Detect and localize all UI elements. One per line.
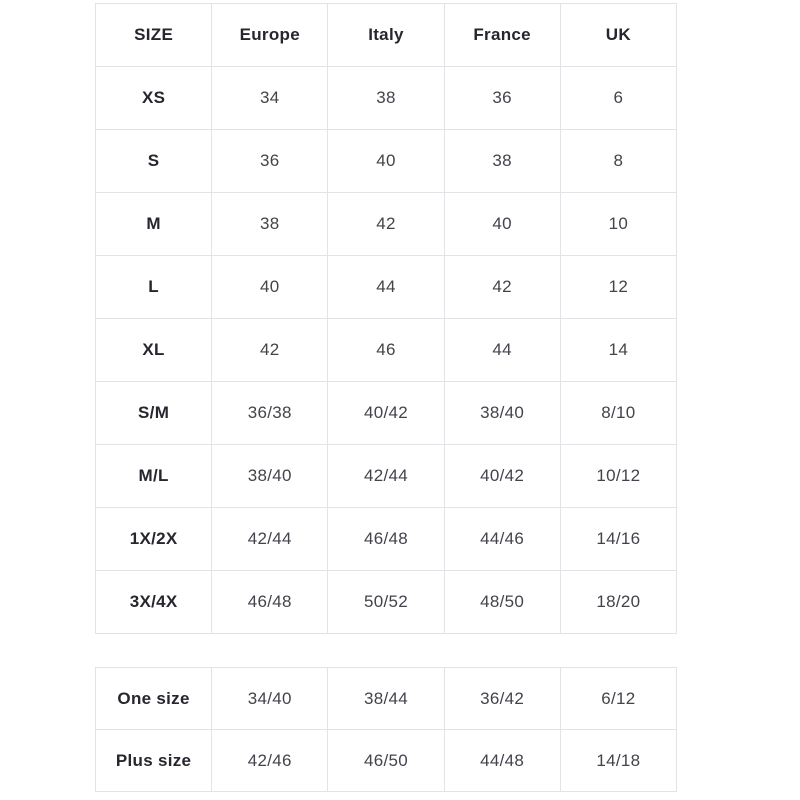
table-cell: 14 bbox=[560, 319, 676, 382]
table-cell: 42 bbox=[444, 256, 560, 319]
size-conversion-table bbox=[95, 3, 677, 634]
row-label-cell: S bbox=[96, 130, 212, 193]
column-header-europe: Europe bbox=[212, 4, 328, 67]
table-cell: 18/20 bbox=[560, 571, 676, 634]
table-cell: 38 bbox=[444, 130, 560, 193]
table-cell: 44 bbox=[328, 256, 444, 319]
row-label-cell: XL bbox=[96, 319, 212, 382]
table-cell: 36/38 bbox=[212, 382, 328, 445]
table-cell: 36 bbox=[444, 67, 560, 130]
table-row-s bbox=[96, 130, 677, 193]
table-row-xs bbox=[96, 67, 677, 130]
row-label-cell: 3X/4X bbox=[96, 571, 212, 634]
table-cell: 48/50 bbox=[444, 571, 560, 634]
row-label-cell: M/L bbox=[96, 445, 212, 508]
table-row-one-size bbox=[96, 668, 677, 730]
table-cell: 8 bbox=[560, 130, 676, 193]
table-row-ml bbox=[96, 445, 677, 508]
table-cell: 42/46 bbox=[212, 730, 328, 792]
table-cell: 36/42 bbox=[444, 668, 560, 730]
table-cell: 12 bbox=[560, 256, 676, 319]
table-cell: 44/46 bbox=[444, 508, 560, 571]
row-label-cell: Plus size bbox=[96, 730, 212, 792]
table-cell: 8/10 bbox=[560, 382, 676, 445]
table-cell: 38 bbox=[328, 67, 444, 130]
row-label-cell: XS bbox=[96, 67, 212, 130]
table-cell: 38 bbox=[212, 193, 328, 256]
table-row-m bbox=[96, 193, 677, 256]
table-cell: 42 bbox=[328, 193, 444, 256]
table-cell: 38/40 bbox=[212, 445, 328, 508]
table-cell: 50/52 bbox=[328, 571, 444, 634]
table-cell: 10 bbox=[560, 193, 676, 256]
table-row-l bbox=[96, 256, 677, 319]
table-cell: 42/44 bbox=[212, 508, 328, 571]
special-sizes-table bbox=[95, 667, 677, 792]
header-row bbox=[96, 4, 677, 67]
table-cell: 10/12 bbox=[560, 445, 676, 508]
column-header-size: SIZE bbox=[96, 4, 212, 67]
row-label-cell: L bbox=[96, 256, 212, 319]
table-cell: 40 bbox=[328, 130, 444, 193]
table-row-1x2x bbox=[96, 508, 677, 571]
table-cell: 40 bbox=[212, 256, 328, 319]
table-cell: 46/50 bbox=[328, 730, 444, 792]
table-cell: 38/40 bbox=[444, 382, 560, 445]
table-row-sm bbox=[96, 382, 677, 445]
table-cell: 34/40 bbox=[212, 668, 328, 730]
table-cell: 14/18 bbox=[560, 730, 676, 792]
table-cell: 46/48 bbox=[212, 571, 328, 634]
table-row-3x4x bbox=[96, 571, 677, 634]
table-row-xl bbox=[96, 319, 677, 382]
table-cell: 40/42 bbox=[328, 382, 444, 445]
table-cell: 42 bbox=[212, 319, 328, 382]
table-cell: 42/44 bbox=[328, 445, 444, 508]
row-label-cell: One size bbox=[96, 668, 212, 730]
table-cell: 44 bbox=[444, 319, 560, 382]
table-cell: 44/48 bbox=[444, 730, 560, 792]
table-row-plus-size bbox=[96, 730, 677, 792]
table-cell: 46 bbox=[328, 319, 444, 382]
table-cell: 40 bbox=[444, 193, 560, 256]
table-cell: 14/16 bbox=[560, 508, 676, 571]
row-label-cell: M bbox=[96, 193, 212, 256]
table-cell: 36 bbox=[212, 130, 328, 193]
row-label-cell: S/M bbox=[96, 382, 212, 445]
table-cell: 46/48 bbox=[328, 508, 444, 571]
column-header-france: France bbox=[444, 4, 560, 67]
table-cell: 34 bbox=[212, 67, 328, 130]
table-cell: 6/12 bbox=[560, 668, 676, 730]
table-cell: 6 bbox=[560, 67, 676, 130]
table-cell: 38/44 bbox=[328, 668, 444, 730]
column-header-uk: UK bbox=[560, 4, 676, 67]
column-header-italy: Italy bbox=[328, 4, 444, 67]
row-label-cell: 1X/2X bbox=[96, 508, 212, 571]
table-cell: 40/42 bbox=[444, 445, 560, 508]
